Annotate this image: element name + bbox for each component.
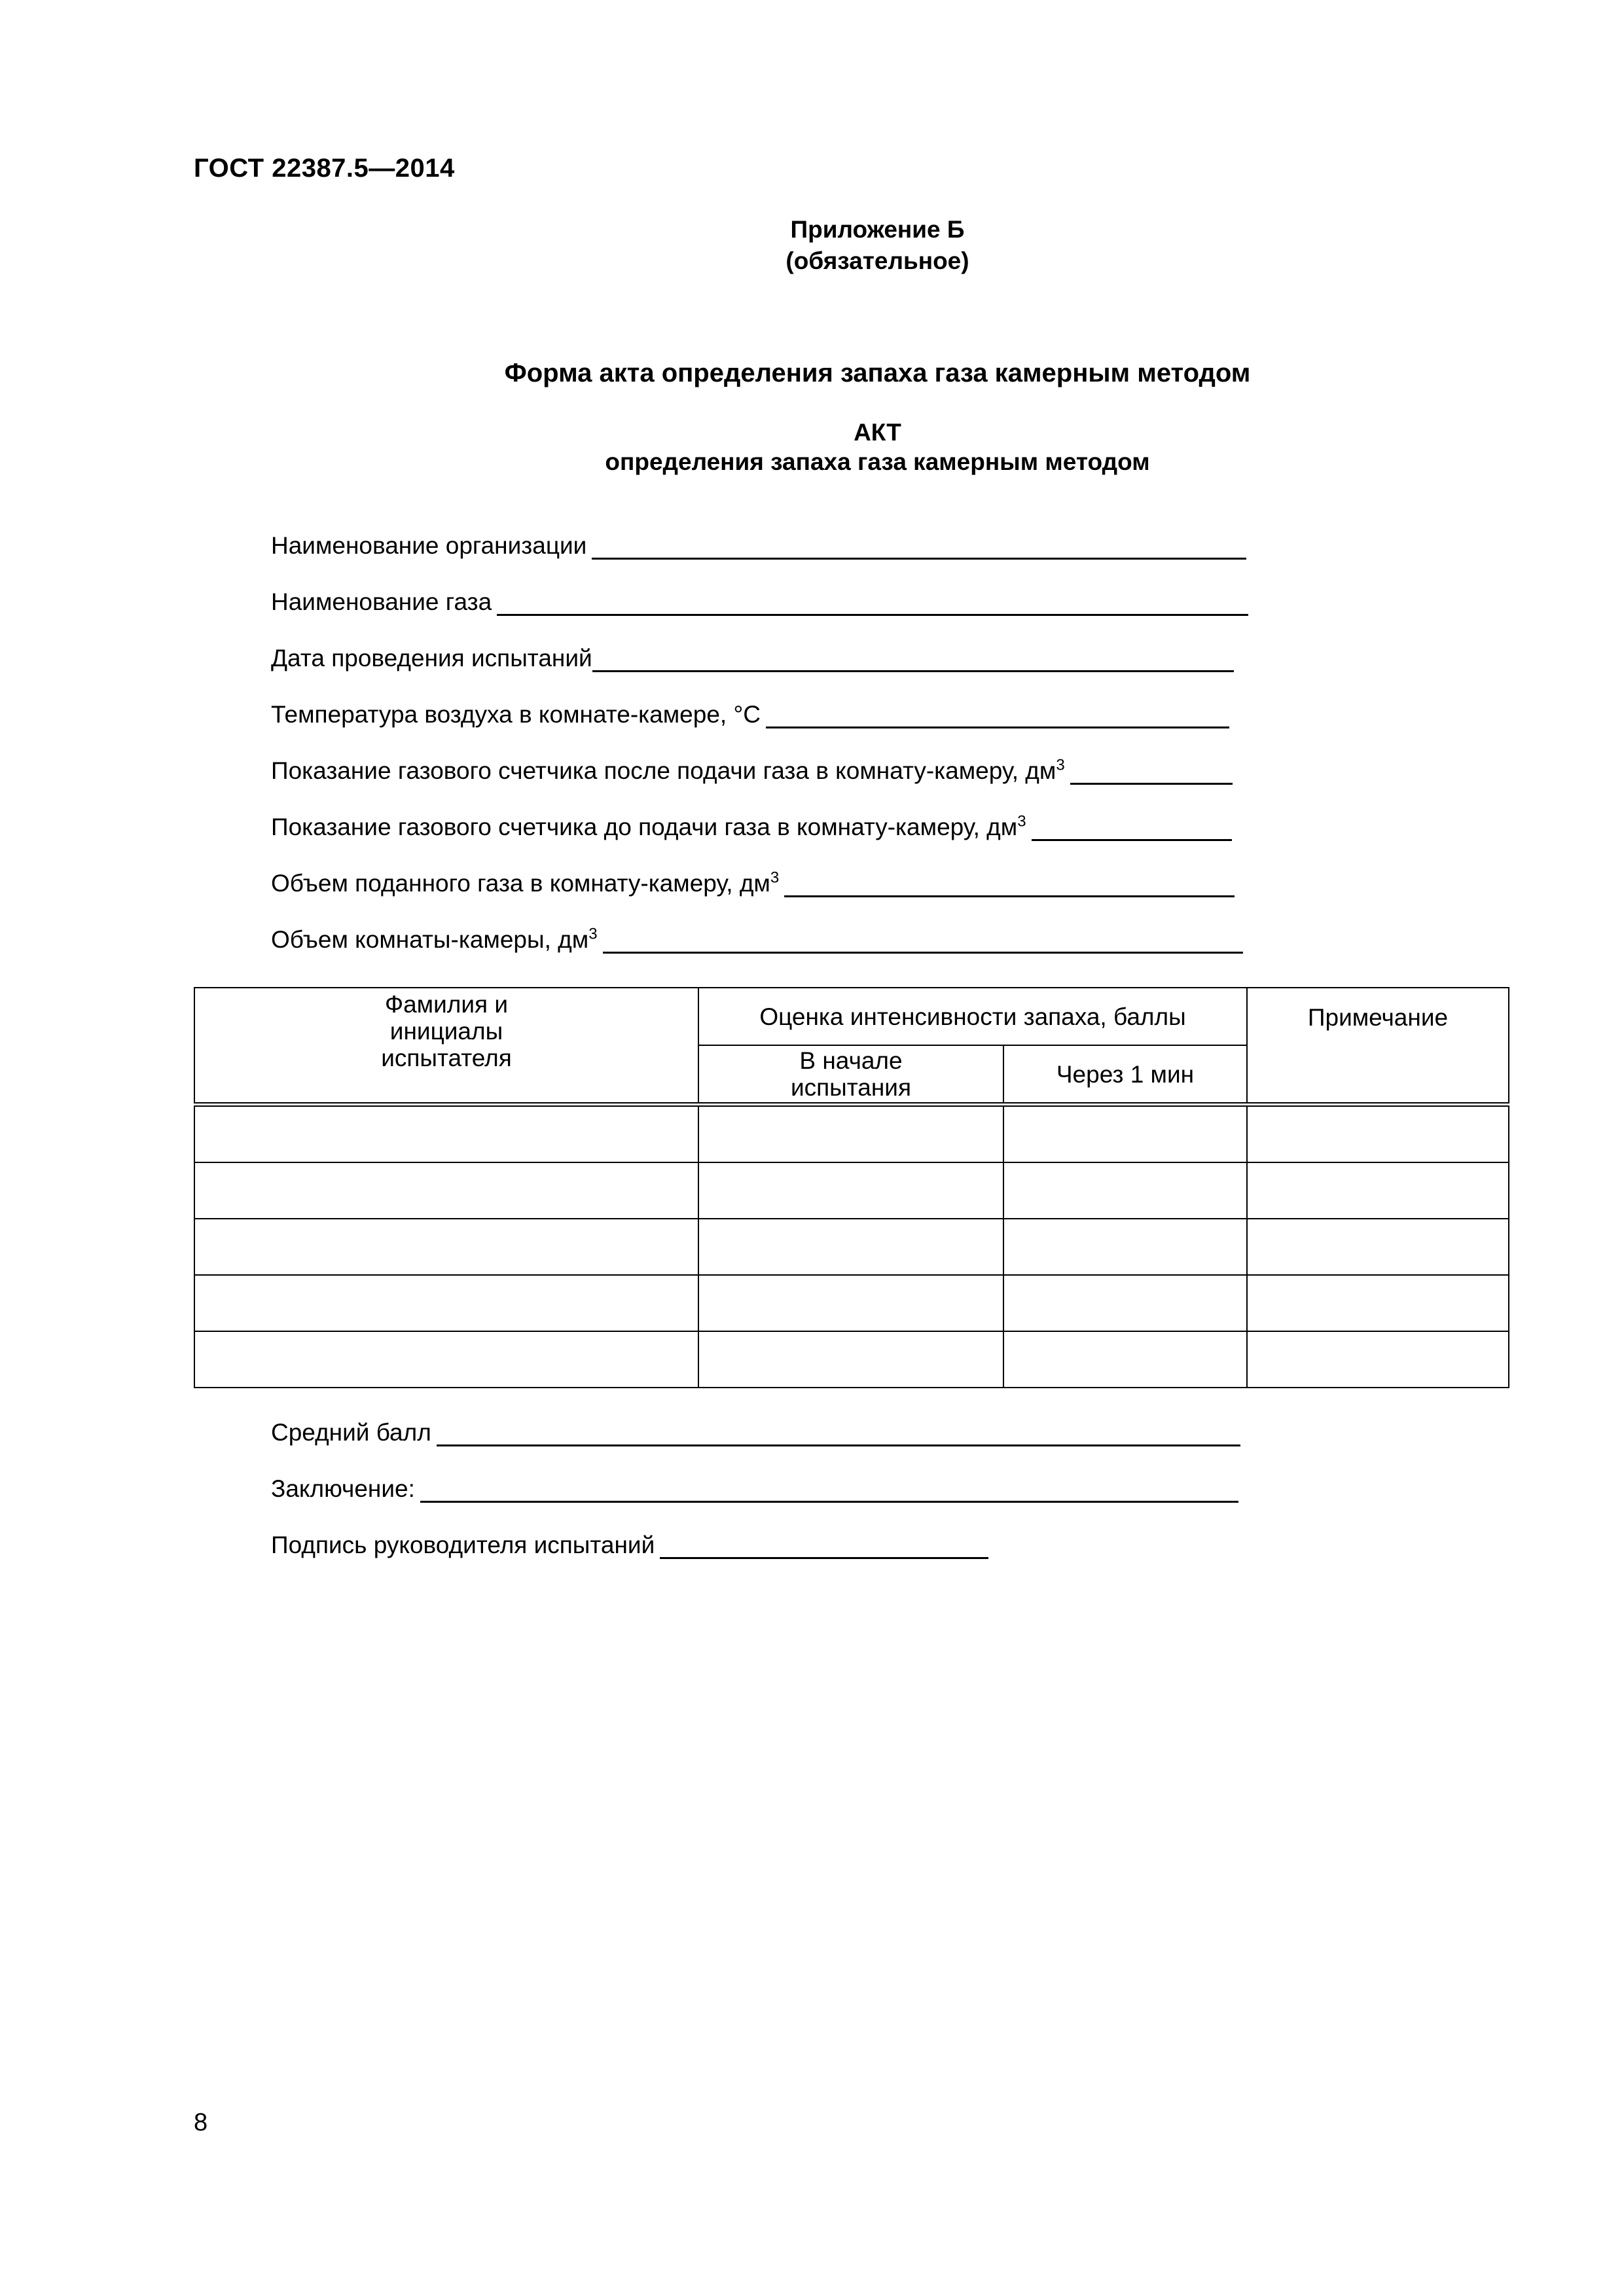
col-header-score-1min: Через 1 мин [1003,1045,1247,1105]
field-conclusion [271,1470,1238,1503]
fill-line[interactable] [660,1535,988,1559]
standard-number: ГОСТ 22387.5—2014 [194,154,455,183]
table-cell[interactable] [1003,1331,1247,1388]
col-header-note: Примечание [1247,988,1509,1105]
fill-line[interactable] [603,929,1243,954]
table-row [194,1331,1509,1388]
act-title: АКТ [854,419,901,446]
page-number: 8 [194,2109,208,2136]
fill-line[interactable] [766,704,1229,728]
table-cell[interactable] [698,1162,1003,1219]
table-row [194,1105,1509,1163]
fill-line[interactable] [1070,761,1233,785]
score-table [194,987,1509,1388]
table-cell[interactable] [1247,1331,1509,1388]
table-cell[interactable] [194,1162,698,1219]
fill-line[interactable] [1032,817,1232,841]
field-label: Подпись руководителя испытаний [271,1532,655,1558]
table-row [194,1275,1509,1331]
field-label: Наименование организации [271,532,587,559]
table-cell[interactable] [698,1331,1003,1388]
fill-line[interactable] [592,535,1246,560]
fill-line[interactable] [784,873,1235,897]
table-cell[interactable] [1003,1162,1247,1219]
field-label: Показание газового счетчика до подачи газа в комнату-камеру, $дм^3$ [271,812,1026,840]
table-cell[interactable] [1003,1275,1247,1331]
table-cell[interactable] [1247,1162,1509,1219]
fill-line[interactable] [437,1422,1240,1446]
appendix-status: (обязательное) [785,247,969,274]
fill-line[interactable] [592,648,1234,672]
table-row [194,1219,1509,1275]
field-gas-volume [271,865,1235,897]
field-label: Объем комнаты-камеры, $дм^3$ [271,925,598,953]
field-org-name [271,527,1246,560]
field-gas-name [271,583,1248,616]
table-row [194,1162,1509,1219]
field-meter-after [271,752,1233,785]
table-cell[interactable] [194,1331,698,1388]
table-cell[interactable] [1247,1219,1509,1275]
field-label: Объем поданного газа в комнату-камеру, $дм^3$ [271,869,780,897]
field-meter-before [271,808,1232,841]
field-label: Показание газового счетчика после подачи газа в комнату-камеру, $дм^3$ [271,756,1065,784]
field-label: Заключение: [271,1475,415,1502]
field-label: Средний балл [271,1419,431,1446]
table-cell[interactable] [194,1275,698,1331]
field-room-volume [271,921,1243,954]
appendix-title: Приложение Б [790,216,965,243]
table-cell[interactable] [1003,1105,1247,1163]
table-cell[interactable] [698,1219,1003,1275]
table-cell[interactable] [194,1219,698,1275]
field-label: Температура воздуха в комнате-камере, °С [271,701,761,728]
field-air-temp [271,696,1229,728]
field-test-date [271,639,1234,672]
table-cell[interactable] [1247,1105,1509,1163]
table-cell[interactable] [698,1275,1003,1331]
field-label: Дата проведения испытаний [271,645,592,672]
fill-line[interactable] [420,1479,1238,1503]
field-signature [271,1526,988,1559]
table-cell[interactable] [194,1105,698,1163]
col-header-score-start: В начале испытания [698,1045,1003,1105]
fill-line[interactable] [497,592,1248,616]
col-header-name: Фамилия и инициалы испытателя [194,988,698,1105]
table-cell[interactable] [1247,1275,1509,1331]
field-label: Наименование газа [271,588,492,615]
field-avg-score [271,1414,1240,1446]
act-subtitle: определения запаха газа камерным методом [605,448,1150,475]
col-header-score: Оценка интенсивности запаха, баллы [698,988,1247,1045]
table-cell[interactable] [1003,1219,1247,1275]
table-cell[interactable] [698,1105,1003,1163]
form-title: Форма акта определения запаха газа камерным методом [504,359,1251,387]
